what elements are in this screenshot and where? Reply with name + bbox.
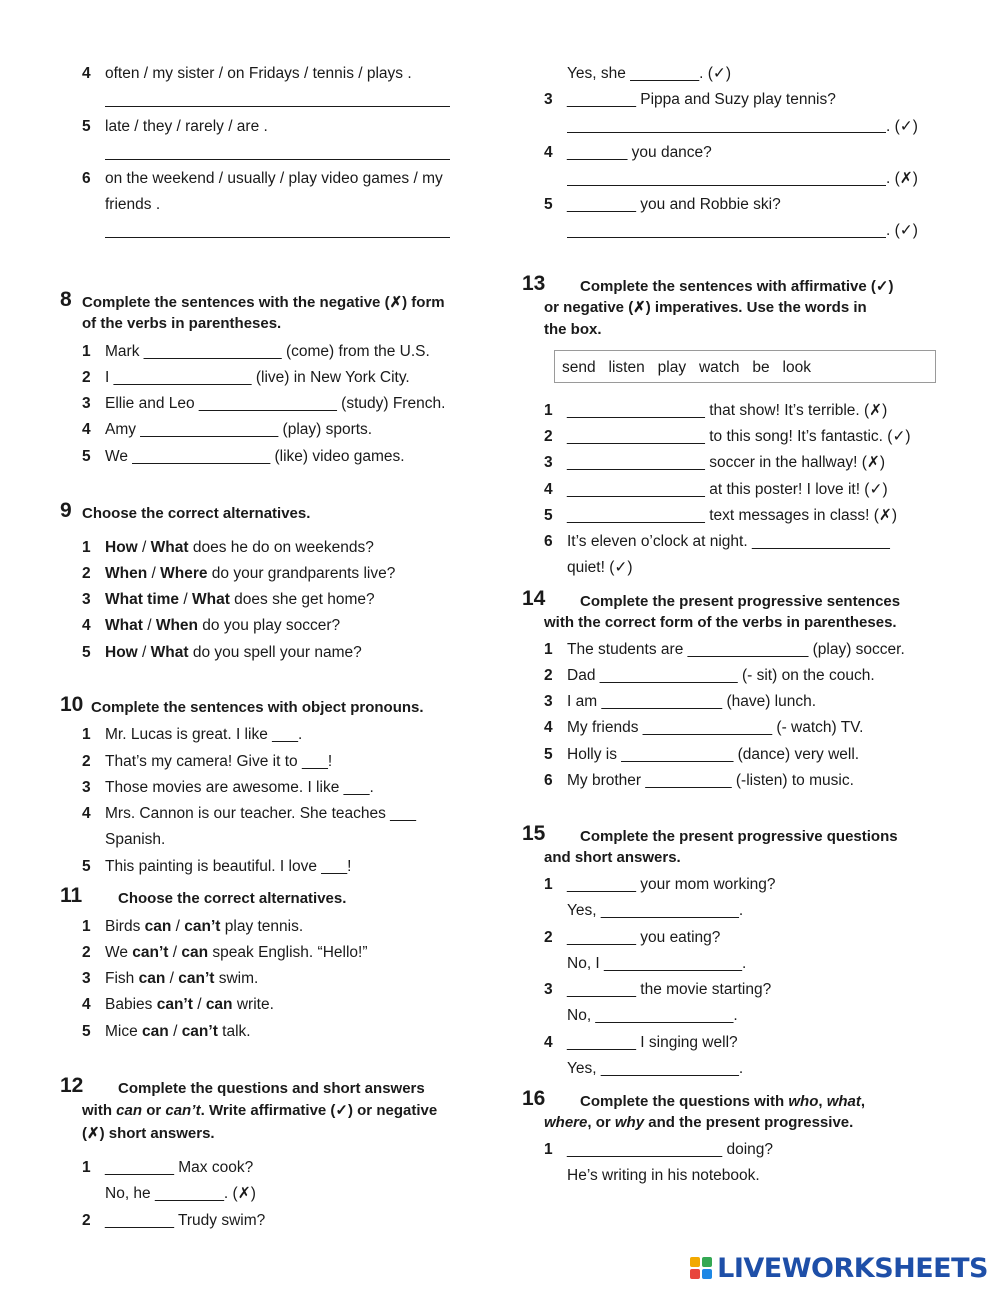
logo-text: LIVEWORKSHEETS bbox=[717, 1253, 988, 1284]
list-item: 2 I ________________ (live) in New York City. bbox=[82, 369, 410, 386]
list-item: 5 Holly is _____________ (dance) very well. bbox=[544, 746, 860, 763]
liveworksheets-logo[interactable] bbox=[690, 1253, 988, 1284]
answer-line[interactable] bbox=[567, 237, 886, 238]
list-item: 3 Those movies are awesome. I like ___. bbox=[82, 779, 374, 796]
section-title-line: with can or can’t. Write affirmative (✓) or negative bbox=[82, 1102, 438, 1119]
list-item: 5 Mice can / can’t talk. bbox=[82, 1023, 251, 1040]
list-item: 5 ________ you and Robbie ski? bbox=[544, 196, 781, 213]
word-box: send listen play watch be look bbox=[554, 350, 936, 383]
list-item: 1 How / What does he do on weekends? bbox=[82, 539, 374, 556]
alternative-option[interactable]: What bbox=[191, 591, 230, 608]
alternative-option[interactable]: can’t bbox=[181, 1023, 218, 1040]
section-title-line: or negative (✗) imperatives. Use the words in bbox=[544, 299, 867, 316]
section-title-line: Complete the present progressive questions bbox=[580, 828, 898, 845]
list-item: 6 It’s eleven o’clock at night. ________________ bbox=[544, 533, 890, 550]
section-title-line: Complete the sentences with the negative (✗) form bbox=[82, 294, 445, 311]
alternative-option[interactable]: What bbox=[105, 617, 143, 634]
list-item: 3 Ellie and Leo ________________ (study) French. bbox=[82, 395, 446, 412]
list-item: 1 ________ your mom working? bbox=[544, 876, 776, 893]
answer-line[interactable] bbox=[105, 159, 450, 160]
alternative-option[interactable]: can’t bbox=[184, 918, 221, 935]
list-item-continuation: friends . bbox=[105, 196, 161, 213]
alternative-option[interactable]: When bbox=[155, 617, 198, 634]
list-item: 1 Mark ________________ (come) from the U.S. bbox=[82, 343, 430, 360]
logo-square bbox=[702, 1269, 712, 1279]
section-title: Complete the sentences with object pronouns. bbox=[91, 699, 424, 716]
list-item-continuation: Yes, ________________. bbox=[567, 902, 744, 919]
list-item: 4 often / my sister / on Fridays / tennis / plays . bbox=[82, 65, 412, 82]
list-item: 6 My brother __________ (-listen) to music. bbox=[544, 772, 854, 789]
answer-line[interactable] bbox=[567, 185, 886, 186]
section-number: 13 bbox=[522, 272, 546, 295]
list-item: 4 Amy ________________ (play) sports. bbox=[82, 421, 373, 438]
alternative-option[interactable]: can bbox=[181, 944, 209, 961]
list-item: 5 late / they / rarely / are . bbox=[82, 118, 268, 135]
alternative-option[interactable]: Where bbox=[160, 565, 208, 582]
list-item: 1 Mr. Lucas is great. I like ___. bbox=[82, 726, 303, 743]
section-title-line: where, or why and the present progressive. bbox=[544, 1114, 854, 1131]
answer-line[interactable] bbox=[105, 237, 450, 238]
section-title-line: the box. bbox=[544, 321, 602, 338]
section-number: 12 bbox=[60, 1074, 84, 1097]
section-title-line: Complete the questions with who, what, bbox=[580, 1093, 866, 1110]
alternative-option[interactable]: can’t bbox=[156, 996, 193, 1013]
answer-mark: . (✓) bbox=[886, 118, 918, 135]
alternative-option[interactable]: How bbox=[105, 644, 138, 661]
list-item: 4 _______ you dance? bbox=[544, 144, 712, 161]
logo-mark-icon bbox=[690, 1257, 714, 1281]
list-item-continuation: No, he ________. (✗) bbox=[105, 1185, 256, 1202]
list-item: 2 ________ Trudy swim? bbox=[82, 1212, 266, 1229]
logo-square bbox=[690, 1269, 700, 1279]
alternative-option[interactable]: can bbox=[205, 996, 233, 1013]
section-title-line: (✗) short answers. bbox=[82, 1125, 215, 1142]
list-item-continuation: Yes, ________________. bbox=[567, 1060, 744, 1077]
list-item: 1 The students are ______________ (play) soccer. bbox=[544, 641, 905, 658]
list-item: 4 ________________ at this poster! I love it! (✓) bbox=[544, 481, 888, 498]
section-number: 9 bbox=[60, 499, 72, 522]
list-item: 2 ________________ to this song! It’s fantastic. (✓) bbox=[544, 428, 911, 445]
alternative-option[interactable]: When bbox=[105, 565, 148, 582]
list-item: 1 ________ Max cook? bbox=[82, 1159, 254, 1176]
section-number: 15 bbox=[522, 822, 546, 845]
list-item: 3 ________ Pippa and Suzy play tennis? bbox=[544, 91, 836, 108]
list-item-continuation: quiet! (✓) bbox=[567, 559, 633, 576]
alternative-option[interactable]: How bbox=[105, 539, 138, 556]
list-item: 4 Mrs. Cannon is our teacher. She teaches ___ bbox=[82, 805, 417, 822]
section-title-line: and short answers. bbox=[544, 849, 681, 866]
section-number: 8 bbox=[60, 288, 72, 311]
list-item: 4 Babies can’t / can write. bbox=[82, 996, 274, 1013]
list-item: 6 on the weekend / usually / play video games / my bbox=[82, 170, 443, 187]
list-item: 5 This painting is beautiful. I love ___! bbox=[82, 858, 352, 875]
list-item: 2 Dad ________________ (- sit) on the couch. bbox=[544, 667, 875, 684]
list-item-continuation: Spanish. bbox=[105, 831, 166, 848]
answer-mark: . (✗) bbox=[886, 170, 918, 187]
section-number: 14 bbox=[522, 587, 546, 610]
alternative-option[interactable]: What bbox=[150, 644, 189, 661]
alternative-option[interactable]: What time bbox=[105, 591, 180, 608]
list-item-continuation: No, I ________________. bbox=[567, 955, 747, 972]
list-item: 2 That’s my camera! Give it to ___! bbox=[82, 753, 333, 770]
section-number: 16 bbox=[522, 1087, 546, 1110]
list-item: 3 Fish can / can’t swim. bbox=[82, 970, 259, 987]
alternative-option[interactable]: can bbox=[138, 970, 166, 987]
alternative-option[interactable]: What bbox=[150, 539, 189, 556]
list-item: 3 What time / What does she get home? bbox=[82, 591, 375, 608]
section-number: 11 bbox=[60, 884, 83, 907]
list-item: 5 We ________________ (like) video games. bbox=[82, 448, 405, 465]
section-number: 10 bbox=[60, 693, 84, 716]
section-title-line: with the correct form of the verbs in parentheses. bbox=[544, 614, 897, 631]
list-item-continuation: Yes, she ________. (✓) bbox=[567, 65, 732, 82]
list-item-continuation: No, ________________. bbox=[567, 1007, 738, 1024]
alternative-option[interactable]: can’t bbox=[178, 970, 215, 987]
list-item: 4 ________ I singing well? bbox=[544, 1034, 738, 1051]
answer-line[interactable] bbox=[105, 106, 450, 107]
list-item: 5 ________________ text messages in class! (✗) bbox=[544, 507, 898, 524]
list-item: 3 ________________ soccer in the hallway! (✗) bbox=[544, 454, 886, 471]
alternative-option[interactable]: can bbox=[142, 1023, 169, 1040]
list-item: 4 My friends _______________ (- watch) TV. bbox=[544, 719, 864, 736]
list-item-continuation: He’s writing in his notebook. bbox=[567, 1167, 760, 1184]
list-item: 1 ________________ that show! It’s terrible. (✗) bbox=[544, 402, 888, 419]
list-item: 3 ________ the movie starting? bbox=[544, 981, 772, 998]
list-item: 4 What / When do you play soccer? bbox=[82, 617, 341, 634]
list-item: 1 __________________ doing? bbox=[544, 1141, 774, 1158]
list-item: 3 I am ______________ (have) lunch. bbox=[544, 693, 817, 710]
list-item: 2 ________ you eating? bbox=[544, 929, 721, 946]
logo-square bbox=[690, 1257, 700, 1267]
answer-mark: . (✓) bbox=[886, 222, 918, 239]
list-item: 1 Birds can / can’t play tennis. bbox=[82, 918, 304, 935]
list-item: 2 When / Where do your grandparents live? bbox=[82, 565, 396, 582]
section-title-line: Complete the present progressive sentences bbox=[580, 593, 901, 610]
section-title: Choose the correct alternatives. bbox=[82, 505, 311, 522]
logo-square bbox=[702, 1257, 712, 1267]
section-title-line: Complete the questions and short answers bbox=[118, 1080, 425, 1097]
section-title: Choose the correct alternatives. bbox=[118, 890, 347, 907]
list-item: 2 We can’t / can speak English. “Hello!” bbox=[82, 944, 368, 961]
list-item: 5 How / What do you spell your name? bbox=[82, 644, 362, 661]
answer-line[interactable] bbox=[567, 132, 886, 133]
alternative-option[interactable]: can’t bbox=[132, 944, 169, 961]
alternative-option[interactable]: can bbox=[144, 918, 172, 935]
section-title-line: Complete the sentences with affirmative (✓) bbox=[580, 278, 894, 295]
section-title-line: of the verbs in parentheses. bbox=[82, 315, 282, 332]
